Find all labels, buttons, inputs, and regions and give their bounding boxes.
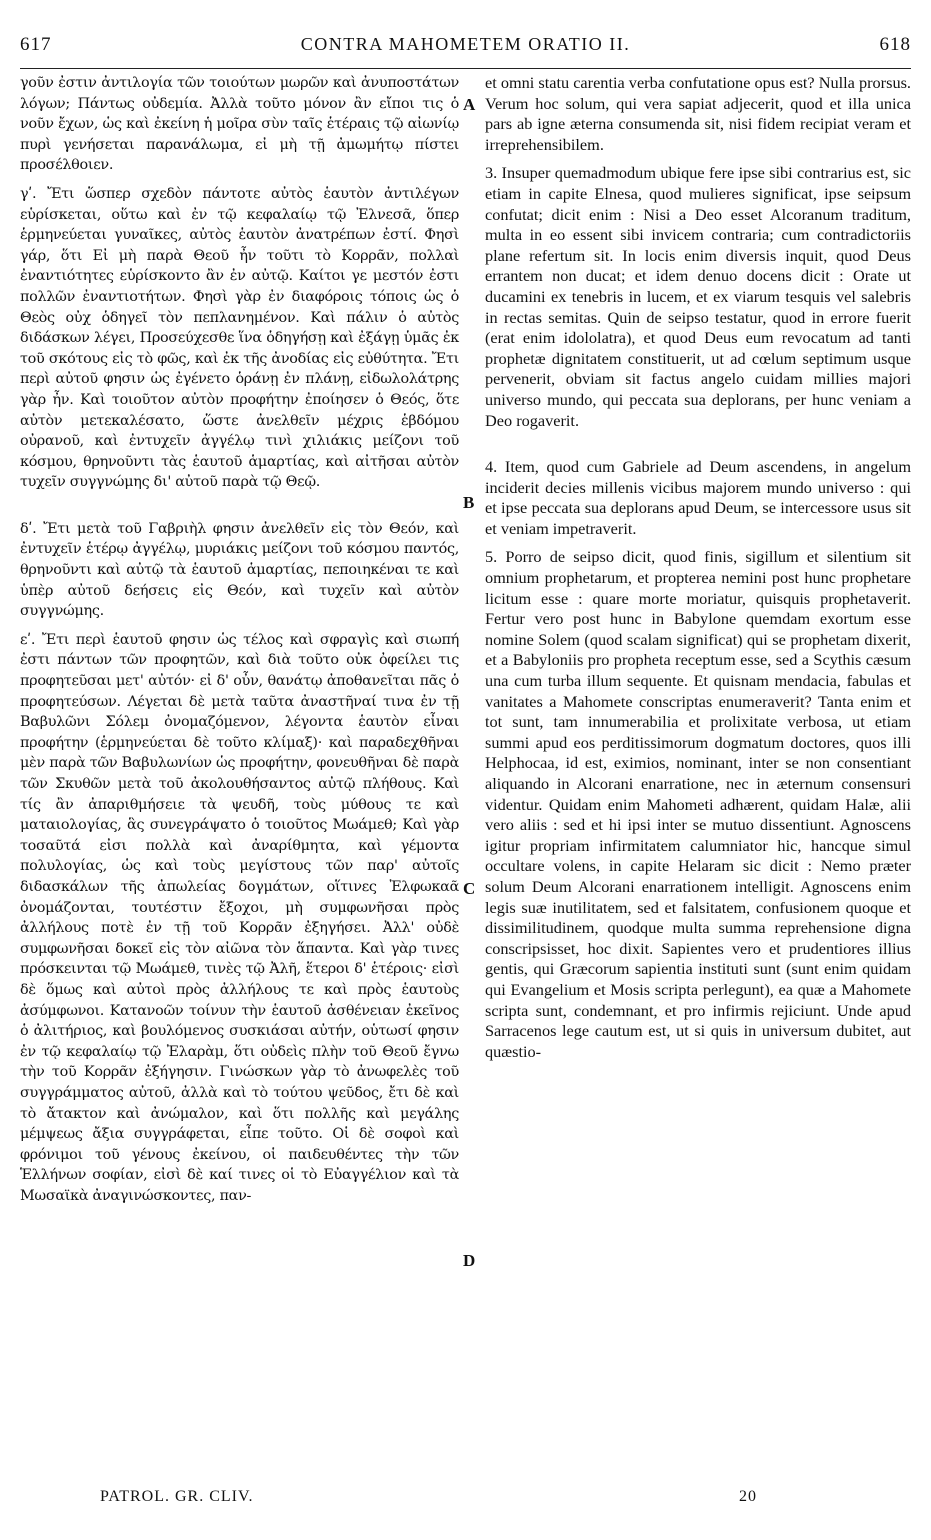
latin-paragraph-continuation: et omni statu carentia verba confutatione opus est? Nulla prorsus. Verum hoc solum, qui vera sapiat adjecerit, quod et illa unica pars ab igne æterna consumenda sit, nisi fidem recipiat veram et irreprehensibilem. (485, 73, 911, 154)
signature-mark: 20 (739, 1488, 757, 1505)
running-header (20, 0, 911, 69)
series-title: PATROL. GR. CLIV. (100, 1488, 254, 1505)
latin-column (465, 73, 911, 1206)
marker-d: D (463, 1251, 476, 1270)
latin-paragraph-3: 3. Insuper quemadmodum ubique fere ipse sibi contrarius est, sic etiam in capite Elnesa, quod mulieres significat, ipse seipsum confutat; dicit enim : Nisi a Deo esset Alcoranum traditum, multa in eo essent sibi invicem contraria; cum contradictoriis plane refertum sit. In locis enim diversis inquit, quod Deus errantem non ducat; et idem denuo docens dicit : Orate ut ducamini ex tenebris in lucem, et ex viarum tesquis vel salebris in rectas semitas. Quin de seipso testatur, quod in errore fuerit (erat enim idololatra), et quod Deus eum revocatum ad tanti prophetæ dignitatem constituerit, ut ad cœlum septimum usque pervenerit, obviam sit factus angelo cuidam millies majori universo mundo, qui peccata sua deplorans, per hunc veniam a Deo rogaverit. (485, 163, 911, 430)
page-number-right: 618 (879, 34, 911, 55)
marker-b: B (463, 493, 475, 512)
marker-a: A (463, 95, 476, 114)
latin-paragraph-4: 4. Item, quod cum Gabriele ad Deum ascendens, in angelum inciderit decies millenis vicibus majorem mundo universo : qui et ipse peccata sua deplorans apud Deum, se intercessore usus sit et veniam impetraverit. (485, 457, 911, 538)
running-title: CONTRA MAHOMETEM ORATIO II. (300, 34, 631, 54)
greek-paragraph-continuation: γοῦν ἐστιν ἀντιλογία τῶν τοιούτων μωρῶν καὶ ἀνυποστάτων λόγων; Πάντως οὐδεμία. Ἀλλὰ τοῦτο μόνον ἂν εἴποι τις ὁ νοῦν ἔχων, ὡς καὶ ἐκείνη ἡ μοῖρα σὺν ταῖς ἑτέραις τῷ αἰωνίῳ πυρὶ γενήσεται παρανάλωμα, εἰ μὴ τῇ ἀμωμήτῳ πίστει προσέλθοιεν. (20, 75, 459, 174)
greek-paragraph-3: γʹ. Ἔτι ὥσπερ σχεδὸν πάντοτε αὐτὸς ἑαυτὸν ἀντιλέγων εὑρίσκεται, οὕτω καὶ ἐν τῷ κεφαλαίῳ τῷ Ἐλνεσᾶ, ὅπερ ἑρμηνεύεται γυναῖκες, αὐτὸς ἑαυτὸν ἀνατρέπων ἐστί. Φησὶ γάρ, ὅτι Εἰ μὴ παρὰ Θεοῦ ἦν τοῦτι τὸ Κορρᾶν, πολλαὶ ἐναντιότητες εὑρίσκοντο ἂν ἐν αὐτῷ. Καίτοι γε μεστόν ἐστι πολλῶν ἐναντιοτήτων. Φησὶ γὰρ ἐν διαφόροις τόποις ὡς ὁ Θεὸς οὐχ ὁδηγεῖ τὸν πεπλανημένον. Καὶ πάλιν ὁ αὐτὸς διδάσκων λέγει, Προσεύχεσθε ἵνα ὁδηγήσῃ καὶ ἐξάγῃ ὑμᾶς ἐκ τοῦ σκότους εἰς τὸ φῶς, καὶ ἐκ τῆς ἀνοδίας εἰς εὐθύτητα. Ἔτι περὶ αὐτοῦ φησιν ὡς ἐγένετο ὁράνῃ ἐν πλάνῃ, εἰδωλολάτρης γὰρ ἦν. Καὶ τοιοῦτον αὐτὸν προφήτην ἐποίησεν ὁ Θεός, ὅτε αὐτὸν μετεκαλέσατο, ὥστε ἀνελθεῖν μέχρις ἑβδόμου οὐρανοῦ, καὶ ἐντυχεῖν ἀγγέλῳ τινὶ χιλιάκις μείζονι τοῦ κόσμου, θρηνοῦντι τὰς ἑαυτοῦ ἁμαρτίας, καὶ αἰτῆσαι αὐτὸν τυχεῖν συγγνώμης δι' αὐτοῦ παρὰ τῷ Θεῷ. (20, 185, 459, 491)
page-footer (20, 1488, 911, 1506)
greek-paragraph-4: δʹ. Ἔτι μετὰ τοῦ Γαβριὴλ φησιν ἀνελθεῖν εἰς τὸν Θεόν, καὶ ἐντυχεῖν ἑτέρῳ ἀγγέλῳ, μυριάκις μείζονι τοῦ κόσμου παντός, θρηνοῦντι καὶ αὐτῷ τὰ ἑαυτοῦ ἁμαρτίας, πεποιηκέναι τε καὶ ὑπὲρ αὐτοῦ δεήσεις εἰς Θεόν, καὶ τυχεῖν καὶ αὐτὸν συγγνώμης. (20, 520, 459, 620)
page-number-left: 617 (20, 34, 52, 55)
greek-column (20, 73, 465, 1206)
latin-paragraph-5: 5. Porro de seipso dicit, quod finis, sigillum et silentium sit omnium prophetarum, et propterea nemini post hunc prophetare licitum esse : quare morte moriatur, quisquis prophetaverit. Fertur vero post hunc in Babylone quemdam exortum esse nomine Solem (quod scalam significat) qui se prophetam dixerit, et a Babyloniis pro propheta receptum esse, sed a Scythis cæsum una cum turba illum sequente. Et quisnam mendacia, fabulas et vanitates a Mahomete conscriptas enumeraverit? Tanta enim et tot sunt, tam innumerabilia et prolixitate verbosa, ut etiam summi apud eos perditissimorum dogmatum doctores, quos illi Helphocaa, id est, eximios, nominant, inter se non consentiant aliquando in Alcorani enarratione, nec in æternum consensuri videntur. Quidam enim Mahometi adhærent, quidam Halæ, alii vero aliis : sed et hi ipsi inter se mutuo dissentiunt. Agnoscens igitur propriam infirmitatem calumniator hic, hancque simul occultare volens, in capite Helaram sic dicit : Nemo præter solum Deum Alcorani enarrationem intelligit. Agnoscens enim legis suæ inutilitatem, sed et falsitatem, confusionem quoque et dissimilitudinem, quodque multa summa reprehensione digna conscripsisset, hoc dixit. Sapientes vero et prudentiores illius gentis, qui Græcorum sapientia instituti sunt (sunt enim quidam qui Evangelium et Mosis scripta perlegunt), ea quæ a Mahomete scripta sunt, condemnant, et pro infirmis rejiciunt. Unde apud Sarracenos lege cautum est, ut si quis in universum dubitet, aut quæstio- (485, 547, 911, 1061)
two-column-body (20, 73, 911, 1270)
marker-c: C (463, 879, 476, 898)
greek-paragraph-5: εʹ. Ἔτι περὶ ἑαυτοῦ φησιν ὡς τέλος καὶ σφραγὶς καὶ σιωπή ἐστι πάντων τῶν προφητῶν, καὶ διὰ τοῦτο οὐκ ὀφείλει τις προφητεῦσαι μετ' αὐτόν· εἰ δ' οὖν, θανάτῳ ἀποθανεῖται πᾶς ὁ προφητεύσων. Λέγεται δὲ μετὰ ταῦτα ἀναστῆναί τινα ἐν τῇ Βαβυλῶνι Σόλεμ ὀνομαζόμενον, λέγοντα ἑαυτὸν εἶναι προφήτην (ἑρμηνεύεται δὲ τοῦτο κλίμαξ)· καὶ παραδεχθῆναι μὲν παρὰ τῶν Βαβυλωνίων ὡς προφήτην, φονευθῆναι δὲ παρὰ τῶν Σκυθῶν μετὰ τοῦ ἀκολουθήσαντος αὐτῷ πλήθους. Καὶ τίς ἂν ἀπαριθμήσειε τὰ ψευδῆ, τοὺς μύθους τε καὶ ματαιολογίας, ἃς συνεγράψατο ὁ τοιοῦτος Μωάμεθ; Καὶ γὰρ τοσαῦτά εἰσι πολλὰ καὶ ἀναρίθμητα, καὶ γέμοντα πολυλογίας, ὡς καὶ τοὺς μεγίστους τῶν παρ' αὐτοῖς διδασκάλων τῆς ἀπωλείας δογμάτων, οἵτινες Ἐλφωκαᾶ ὀνομάζονται, τουτέστιν ἔξοχοι, μὴ συμφωνῆσαι πρὸς ἀλλήλους ποτὲ ἐν τῇ τοῦ Κορρᾶν ἐξηγήσει. Ἀλλ' οὐδὲ συμφωνῆσαι δοκεῖ εἰς τὸν αἰῶνα τὸν ἅπαντα. Καὶ γὰρ τινες πρόσκεινται τῷ Μωάμεθ, τινὲς τῷ Ἀλῆ, ἕτεροι δ' ἑτέροις· εἰσὶ δὲ ὅμως καὶ αὐτοὶ πρὸς ἀλλήλους τε καὶ πρὸς ἑαυτοὺς ἀσύμφωνοι. Κατανοῶν τοίνυν τὴν ἑαυτοῦ ἀσθένειαν ἐκεῖνος ὁ ἀλιτήριος, καὶ βουλόμενος συσκιάσαι αὐτήν, οὑτωσί φησιν ἐν τῷ κεφαλαίῳ τῷ Ἐλαρὰμ, ὅτι οὐδεὶς πλὴν τοῦ Θεοῦ ἔγνω τὴν τοῦ Κορρᾶν ἐξήγησιν. Γινώσκων γὰρ τὸ ἀνωφελὲς τοῦ συγγράμματος αὐτοῦ, ἀλλὰ καὶ τὸ τούτου ψεῦδος, ἔτι δὲ καὶ τὸ ἄτακτον καὶ ἀνώμαλον, καὶ ὅτι πολλῆς καὶ μεγάλης μέμψεως ἄξια συγγράφεται, εἶπε τοῦτο. Οἱ δὲ σοφοὶ καὶ φρόνιμοι τοῦ γένους ἐκείνου, οἱ παιδευθέντες τὴν τῶν Ἑλλήνων σοφίαν, εἰσὶ δὲ καί τινες οἱ τὸ Εὐαγγέλιον καὶ τὰ Μωσαϊκὰ ἀναγινώσκοντες, παν- (20, 631, 459, 1204)
